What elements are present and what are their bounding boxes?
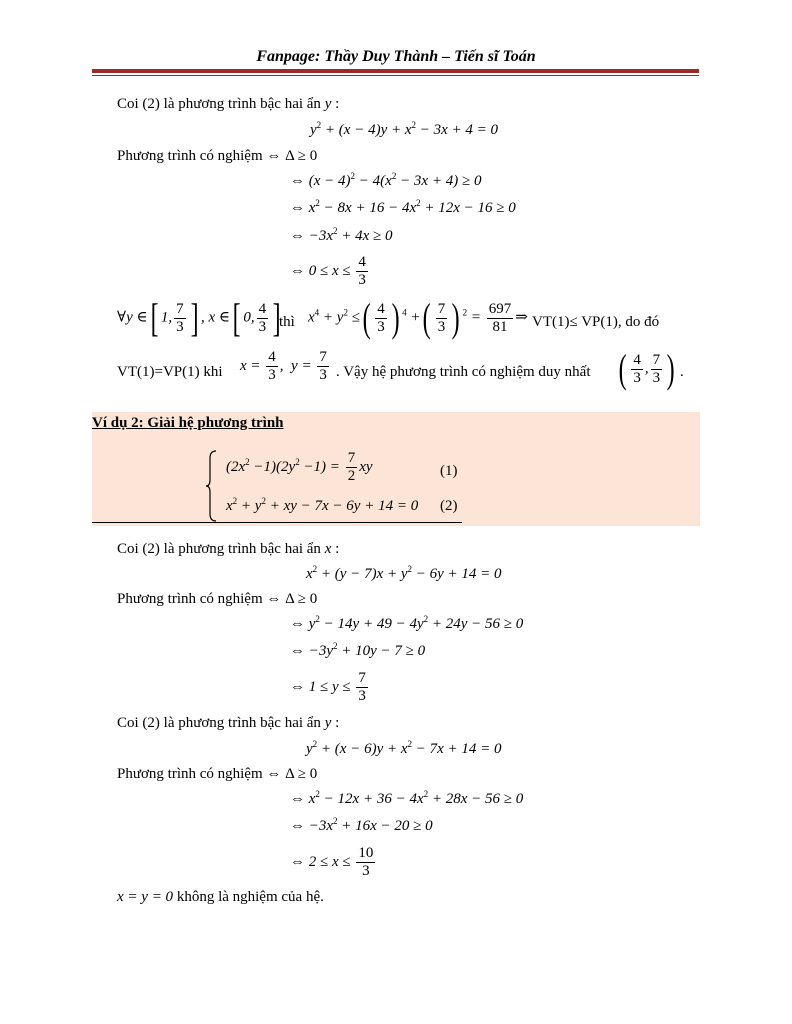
intro-line-y: Coi (2) là phương trình bậc hai ẩn y : [117, 96, 340, 112]
system-brace [206, 450, 218, 522]
system-eq2: $x^2 + y^2$ + xy − 7x − 6y + 14 = 0 [226, 496, 419, 514]
step-4: ⇔ 0 ≤ x ≤ $\frac{4}{3}$ [290, 254, 366, 288]
quadratic-in-y: $y^2 + (x - 4)y + x^2 - 3x + 4 = 0$ [310, 120, 499, 138]
eq1-label: (1) [440, 463, 458, 479]
has-solution-line: Phương trình có nghiệm ⇔ Δ ≥ 0 [117, 148, 318, 164]
intro-line-x: Coi (2) là phương trình bậc hai ẩn x : [117, 541, 340, 557]
step-2: ⇔ $x^2 - 8x + 16 - 4x^2 + 12x - 16 \ge 0$ [290, 198, 516, 216]
step-1: ⇔ $(x - 4)^2 - 4(x^2 - 3x + 4) \ge 0$ [290, 171, 482, 189]
system-eq1: $(2x^2 -1)(2y^2 -1)$ = $\frac{7}{2}$ xy [226, 450, 373, 484]
eq2-label: (2) [440, 498, 458, 514]
inequality-x4-y2: $x^4 + y^2$ ≤( $\frac{4}{3}$ ) $^4$ +( $\frac{7}{3}$ ) $^2$ = $\frac{697}{81}$ ⇒ [308, 295, 528, 340]
final-line: x = y = 0 không là nghiệm của hệ. [117, 889, 324, 905]
conclusion-text: . Vậy hệ phương trình có nghiệm duy nhất [336, 364, 591, 380]
step-x-3: ⇔ 2 ≤ x ≤ $\frac{10}{3}$ [290, 845, 374, 879]
step-y-1: ⇔ $y^2 - 14y + 49 - 4y^2 + 24y - 56 \ge 0$ [290, 614, 524, 632]
vt-eq-text: VT(1)=VP(1) khi [117, 364, 223, 380]
step-y-2: ⇔ $-3y^2 + 10y - 7 \ge 0$ [290, 641, 426, 659]
quadratic-in-x: $x^2 + (y - 7)x + y^2 - 6y + 14 = 0$ [306, 564, 502, 582]
conclusion-period: . [680, 364, 684, 380]
vt-vp-text: VT(1)≤ VP(1), do đó [532, 314, 660, 330]
bound-line: ∀y ∈[ 1, $\frac{7}{3}$ ] , x ∈[ 0, $\frac{4}{3}$ ] [117, 295, 281, 340]
step-y-3: ⇔ 1 ≤ y ≤ $\frac{7}{3}$ [290, 670, 366, 704]
step-x-2: ⇔ $-3x^2 + 16x - 20 \ge 0$ [290, 816, 433, 834]
page-header: Fanpage: Thầy Duy Thành – Tiến sĩ Toán [256, 48, 536, 65]
step-x-1: ⇔ $x^2 - 12x + 36 - 4x^2 + 28x - 56 \ge 0$ [290, 789, 524, 807]
unique-solution: ( $\frac{4}{3}$ , $\frac{7}{3}$ ) [618, 346, 675, 391]
intro-line-y-2: Coi (2) là phương trình bậc hai ẩn y : [117, 715, 340, 731]
has-solution-line-3: Phương trình có nghiệm ⇔ Δ ≥ 0 [117, 766, 318, 782]
step-3: ⇔ $-3x^2 + 4x \ge 0$ [290, 226, 393, 244]
quadratic-in-y-2: $y^2 + (x - 6)y + x^2 - 7x + 14 = 0$ [306, 739, 502, 757]
thi-word: thì [279, 314, 295, 330]
header-rule-thin [92, 75, 699, 76]
example-title: Ví dụ 2: Giải hệ phương trình [92, 415, 284, 431]
header-rule-thick [92, 69, 699, 73]
equality-values: x = $\frac{4}{3}$ , y = $\frac{7}{3}$ [240, 349, 327, 383]
system-underline [92, 522, 462, 523]
has-solution-line-2: Phương trình có nghiệm ⇔ Δ ≥ 0 [117, 591, 318, 607]
